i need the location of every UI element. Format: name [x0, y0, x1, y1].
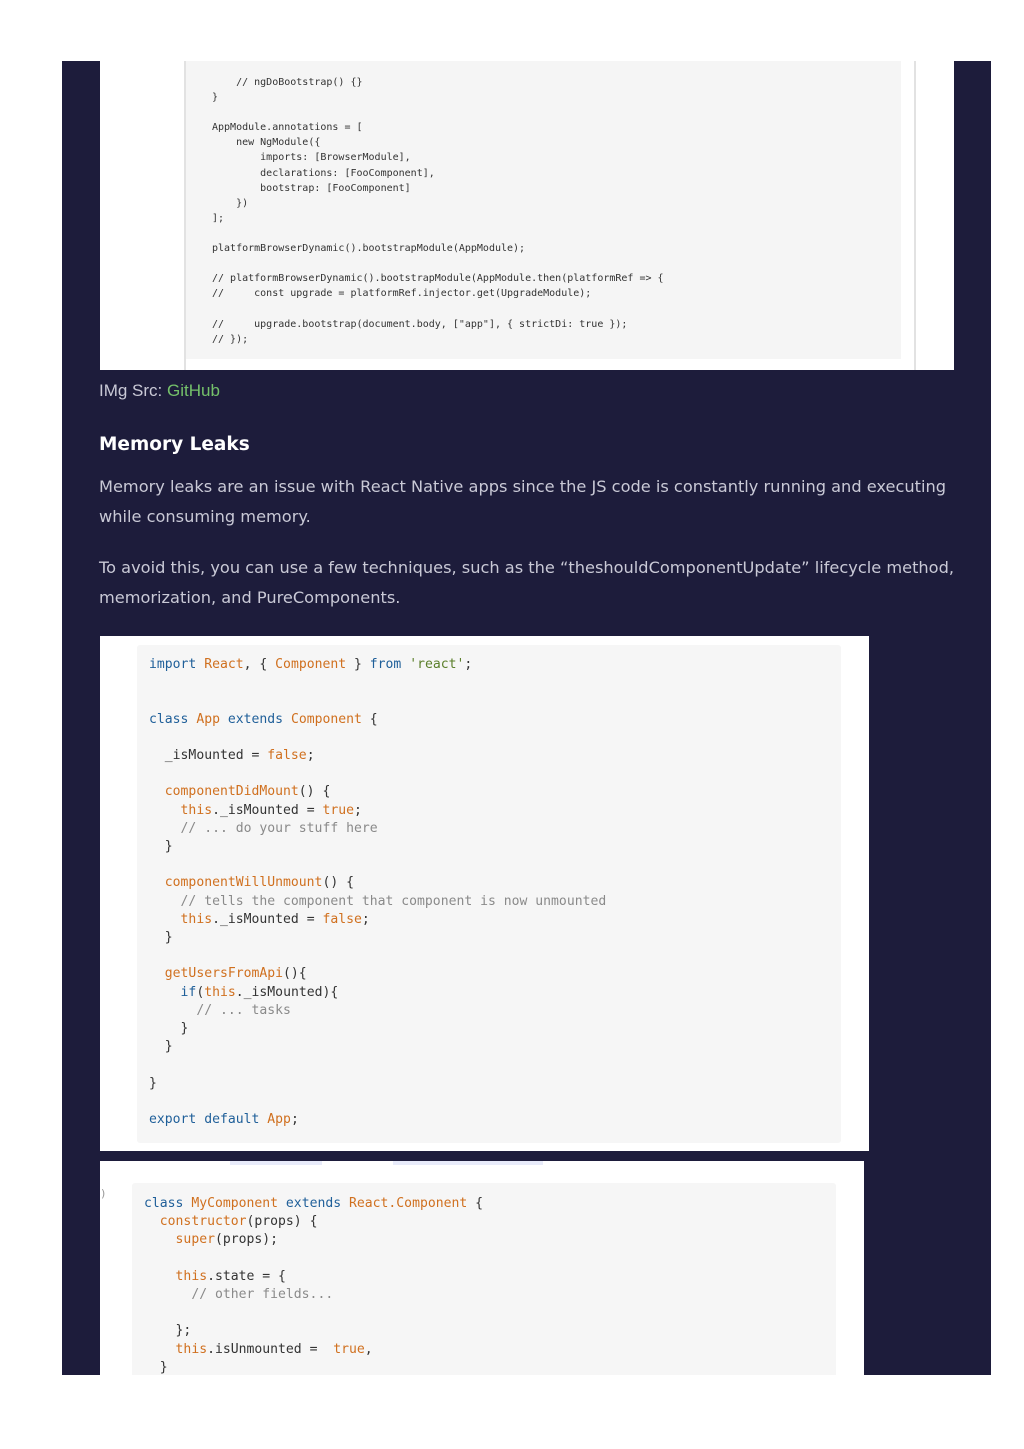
code-text: import React, { Component } from 'react'; class App extends Component { _isMounted = false; componentDidMount() { this._isMounted = true; // ... do your stuff here } componentWillUnmount() { // tells the component that component is now unmounted this._isMounted = false; } getUsersFromApi(){ if(this._isMounted){ // ... tasks } } } export default App;	[149, 657, 607, 1128]
decorative-stripe	[393, 1161, 543, 1165]
article-content	[62, 61, 991, 1375]
paren-glyph-icon: )	[100, 1187, 107, 1200]
paragraph: To avoid this, you can use a few techniques, such as the “theshouldComponentUpdate” lifecycle method, memorization, and PureComponents.	[99, 558, 955, 607]
code-screenshot-react-ismounted	[100, 636, 869, 1151]
image-caption	[99, 381, 220, 401]
paragraph: Memory leaks are an issue with React Native apps since the JS code is constantly running and executing while consuming memory.	[99, 477, 946, 526]
code-text: class MyComponent extends React.Component { constructor(props) { super(props); this.state = { // other fields... }; this.isUnmounted = true, }	[144, 1196, 484, 1375]
caption-prefix: IMg Src:	[99, 381, 168, 400]
code-gutter-line	[914, 61, 916, 370]
decorative-stripe	[230, 1161, 322, 1165]
code-screenshot-react-isunmounted	[100, 1161, 864, 1375]
code-screenshot-angular-bootstrap	[100, 61, 954, 370]
github-link[interactable]: GitHub	[167, 381, 220, 400]
section-heading: Memory Leaks	[99, 434, 250, 455]
code-text: // ngDoBootstrap() {} } AppModule.annotations = [ new NgModule({ imports: [BrowserModule], declarations: [FooComponent], bootstrap: [FooComponent] }) ]; platformBrowserDynamic().bootstrapModule(AppModule); // platformBrowserDynamic().bootstrapModule(AppModule.then(platformRef => { // const upgrade = platformRef.injector.get(UpgradeModule); // upgrade.bootstrap(document.body, ["app"], { strictDi: true }); // });	[212, 77, 664, 345]
